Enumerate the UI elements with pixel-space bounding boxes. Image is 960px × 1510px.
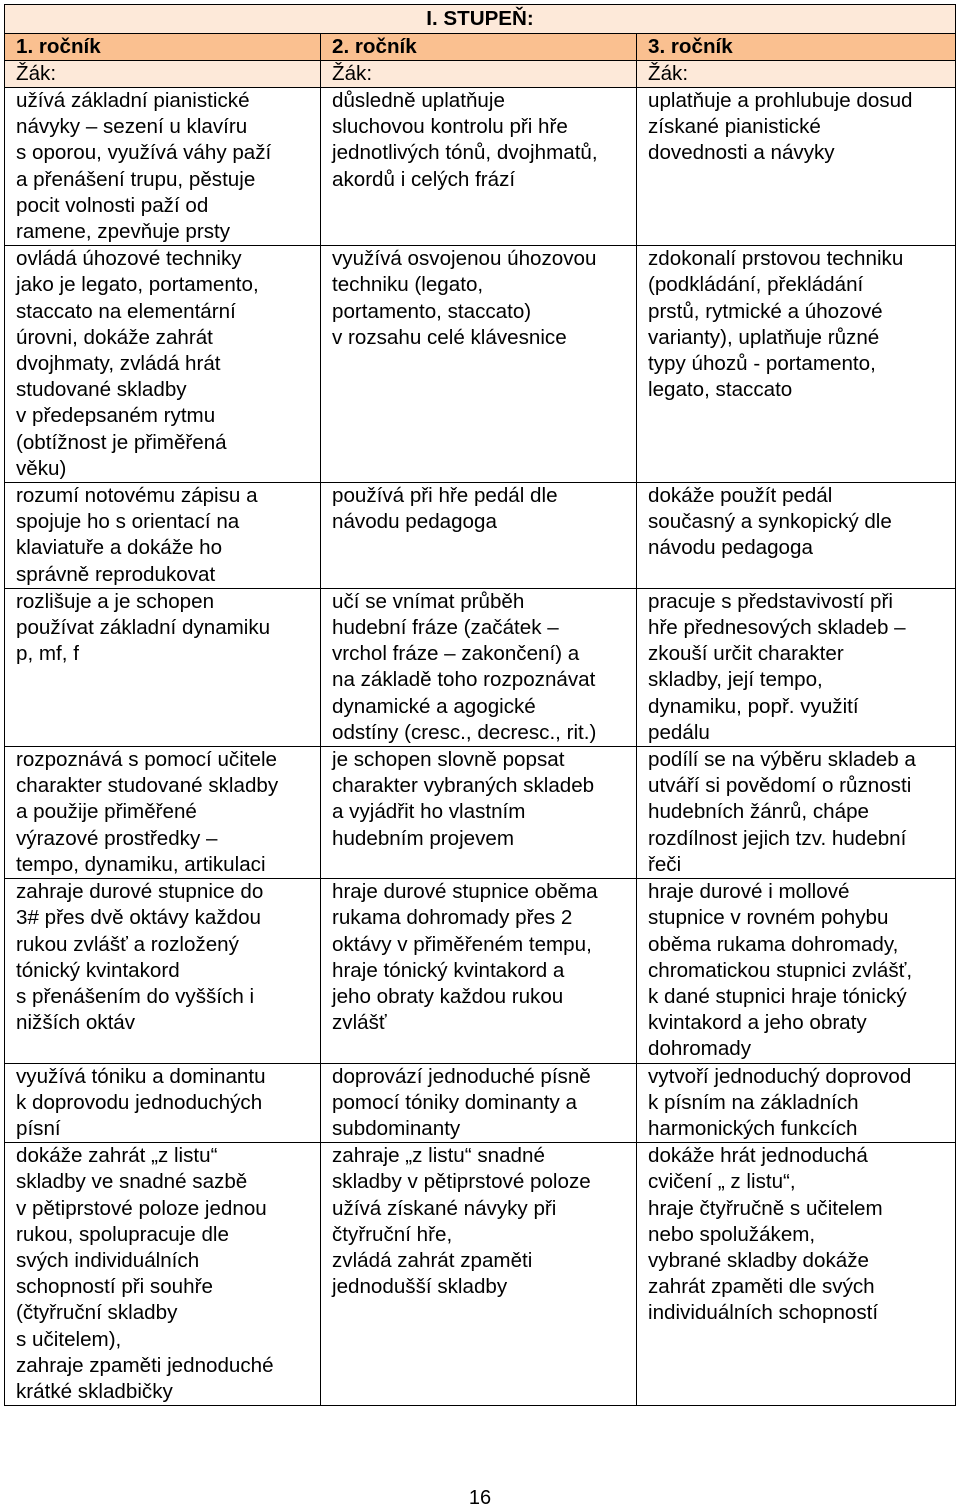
pupil-label-grade-1: Žák:	[5, 61, 321, 88]
table-title-row	[5, 5, 956, 34]
grade-1-header: 1. ročník	[5, 34, 321, 61]
outcome-cell-grade-2: je schopen slovně popsat charakter vybraných skladeb a vyjádřit ho vlastním hudebním projevem	[321, 747, 637, 879]
outcome-cell-grade-3: vytvoří jednoduchý doprovod k písním na základních harmonických funkcích	[637, 1063, 956, 1143]
curriculum-sheet	[4, 4, 955, 1406]
outcome-cell-grade-1: ovládá úhozové techniky jako je legato, portamento, staccato na elementární úrovni, dokáže zahrát dvojhmaty, zvládá hrát studované skladby v předepsaném rytmu (obtížnost je přiměřená věku)	[5, 246, 321, 483]
outcome-cell-grade-3: uplatňuje a prohlubuje dosud získané pianistické dovednosti a návyky	[637, 88, 956, 246]
table-row	[5, 747, 956, 879]
outcome-cell-grade-1: rozpoznává s pomocí učitele charakter studované skladby a použije přiměřené výrazové prostředky – tempo, dynamiku, artikulaci	[5, 747, 321, 879]
outcome-cell-grade-1: rozumí notovému zápisu a spojuje ho s orientací na klaviatuře a dokáže ho správně reprodukovat	[5, 483, 321, 589]
outcome-cell-grade-1: zahraje durové stupnice do 3# přes dvě oktávy každou rukou zvlášť a rozložený tónický kvintakord s přenášením do vyšších i nižších oktáv	[5, 879, 321, 1063]
outcome-cell-grade-3: hraje durové i mollové stupnice v rovném pohybu oběma rukama dohromady, chromatickou stupnici zvlášť, k dané stupnici hraje tónický kvintakord a jeho obraty dohromady	[637, 879, 956, 1063]
pupil-label-grade-2: Žák:	[321, 61, 637, 88]
outcome-cell-grade-1: rozlišuje a je schopen používat základní dynamiku p, mf, f	[5, 588, 321, 746]
table-row	[5, 588, 956, 746]
table-title: I. STUPEŇ:	[5, 5, 956, 34]
grade-header-row	[5, 34, 956, 61]
outcome-cell-grade-2: zahraje „z listu“ snadné skladby v pětiprstové poloze užívá získané návyky při čtyřruční hře, zvládá zahrát zpaměti jednodušší skladby	[321, 1143, 637, 1406]
outcome-cell-grade-2: důsledně uplatňuje sluchovou kontrolu při hře jednotlivých tónů, dvojhmatů, akordů i celých frází	[321, 88, 637, 246]
pupil-label-row	[5, 61, 956, 88]
outcome-cell-grade-3: dokáže použít pedál současný a synkopický dle návodu pedagoga	[637, 483, 956, 589]
pupil-label-grade-3: Žák:	[637, 61, 956, 88]
outcome-cell-grade-1: využívá tóniku a dominantu k doprovodu jednoduchých písní	[5, 1063, 321, 1143]
outcome-cell-grade-3: podílí se na výběru skladeb a utváří si povědomí o různosti hudebních žánrů, chápe rozdílnost jejich tzv. hudební řeči	[637, 747, 956, 879]
table-row	[5, 1063, 956, 1143]
page-number: 16	[468, 1487, 492, 1509]
grade-3-header: 3. ročník	[637, 34, 956, 61]
outcome-cell-grade-1: dokáže zahrát „z listu“ skladby ve snadné sazbě v pětiprstové poloze jednou rukou, spolupracuje dle svých individuálních schopností při souhře (čtyřruční skladby s učitelem), zahraje zpaměti jednoduché krátké skladbičky	[5, 1143, 321, 1406]
table-row	[5, 246, 956, 483]
outcome-cell-grade-3: dokáže hrát jednoduchá cvičení „ z listu“, hraje čtyřručně s učitelem nebo spolužákem, vybrané skladby dokáže zahrát zpaměti dle svých individuálních schopností	[637, 1143, 956, 1406]
table-row	[5, 483, 956, 589]
grade-2-header: 2. ročník	[321, 34, 637, 61]
table-row	[5, 1143, 956, 1406]
outcome-cell-grade-1: užívá základní pianistické návyky – sezení u klavíru s oporou, využívá váhy paží a přenášení trupu, pěstuje pocit volnosti paží od ramene, zpevňuje prsty	[5, 88, 321, 246]
table-row	[5, 879, 956, 1063]
outcome-cell-grade-2: hraje durové stupnice oběma rukama dohromady přes 2 oktávy v přiměřeném tempu, hraje tónický kvintakord a jeho obraty každou rukou zvlášť	[321, 879, 637, 1063]
outcome-cell-grade-2: používá při hře pedál dle návodu pedagoga	[321, 483, 637, 589]
outcome-cell-grade-3: pracuje s představivostí při hře přednesových skladeb – zkouší určit charakter skladby, její tempo, dynamiku, popř. využití pedálu	[637, 588, 956, 746]
outcome-cell-grade-2: využívá osvojenou úhozovou techniku (legato, portamento, staccato) v rozsahu celé klávesnice	[321, 246, 637, 483]
curriculum-table	[4, 4, 956, 1406]
outcome-cell-grade-2: učí se vnímat průběh hudební fráze (začátek – vrchol fráze – zakončení) a na základě toho rozpoznávat dynamické a agogické odstíny (cresc., decresc., rit.)	[321, 588, 637, 746]
table-row	[5, 88, 956, 246]
outcome-cell-grade-3: zdokonalí prstovou techniku (podkládání, překládání prstů, rytmické a úhozové varianty), uplatňuje různé typy úhozů - portamento, legato, staccato	[637, 246, 956, 483]
outcome-cell-grade-2: doprovází jednoduché písně pomocí tóniky dominanty a subdominanty	[321, 1063, 637, 1143]
